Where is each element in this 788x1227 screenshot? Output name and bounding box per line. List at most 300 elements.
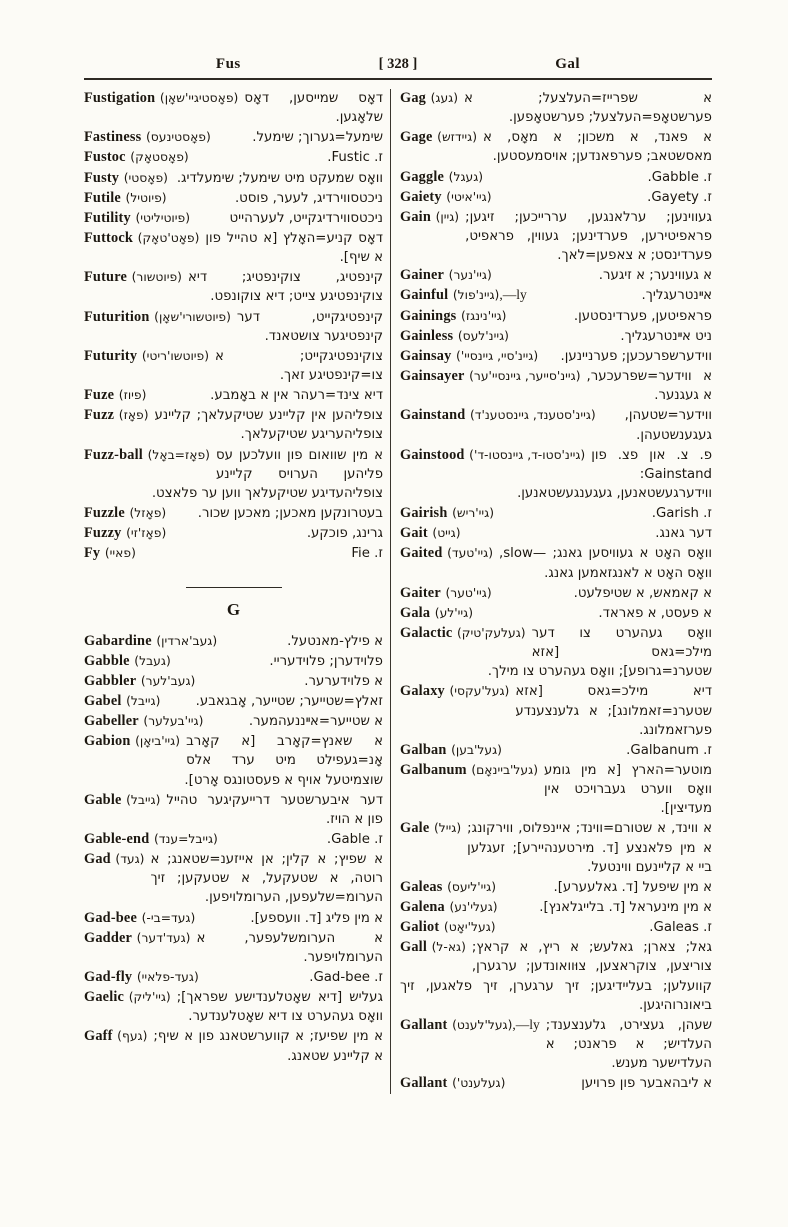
dictionary-entry — [400, 544, 712, 582]
pronunciation: (געד=בי-) — [141, 910, 196, 925]
dictionary-entry — [400, 327, 712, 346]
entry-headword — [84, 712, 209, 731]
definition: ווידערשפרעכען; פערניינען. — [560, 348, 712, 364]
headword-text: Gait — [400, 525, 428, 542]
definition: דאָס שמייסען, דאָס שלאָגען. — [244, 91, 383, 126]
entry-headword — [400, 266, 498, 285]
entry-headword — [400, 89, 464, 108]
pronunciation: (גיידזש) — [437, 130, 478, 145]
headword-text: Fustigation — [84, 90, 156, 106]
definition: ז. Fustic. — [327, 150, 383, 166]
entry-headword — [84, 632, 223, 651]
definition: א מין פליג [ד. וועספע]. — [250, 910, 383, 926]
dictionary-entry — [84, 89, 383, 127]
headword-text: Gairish — [400, 505, 448, 522]
definition: פראפיטען, פערדינסטען. — [573, 308, 712, 324]
definition: א פעסט, א פאראד. — [598, 605, 712, 621]
definition: וואָס שמעקט מיט שימעל; שימעלדיג. — [176, 170, 383, 186]
definition: ניכטסווירדיגקייט, לעערהייט — [229, 210, 383, 226]
pronunciation: (גא-ל) — [431, 940, 466, 955]
pronunciation: (גייבל=ענד) — [153, 832, 218, 846]
entry-headword — [400, 898, 504, 917]
entry-headword — [400, 307, 512, 326]
left-column-f-entries — [84, 89, 383, 564]
left-column — [84, 89, 390, 1094]
definition: א שטייער=אײננעהמער. — [248, 714, 383, 730]
entry-headword — [84, 89, 244, 108]
entry-headword — [84, 148, 195, 167]
pronunciation: (פאָז=באָל) — [147, 447, 210, 462]
entry-headword — [400, 524, 467, 543]
pronunciation: (גיינ'סטענד, גיינסטענ'ד) — [469, 408, 596, 423]
definition: קינפטיגקייט, דער קינפטיגער צושטאנד. — [236, 309, 383, 344]
pronunciation: (גיינ'סטו-ד, גיינסטו-ד') — [469, 447, 586, 462]
headword-text: Fuze — [84, 387, 115, 404]
pronunciation: (געב'לער) — [140, 673, 196, 688]
dictionary-entry — [84, 148, 383, 167]
definition: ווידער=שטעהן, געגענשטעהן. — [624, 408, 712, 443]
entry-headword — [400, 188, 498, 207]
entry-headword — [84, 692, 166, 711]
headword-text: Gage — [400, 129, 433, 146]
headword-text: Gainsay — [400, 347, 452, 364]
headword-text: Gag — [400, 90, 427, 106]
dictionary-entry — [400, 604, 712, 623]
dictionary-entry — [84, 504, 383, 523]
definition: א פילץ-מאנטעל. — [287, 633, 383, 649]
pronunciation: (גיינ'פול) — [452, 288, 500, 303]
headword-text: Gainful — [400, 287, 449, 304]
pronunciation: (פיוטיליטי) — [135, 210, 191, 225]
headword-text: Gabardine — [84, 632, 152, 649]
entry-headword — [84, 672, 201, 691]
definition: קינפטיג, צוקינפטיג; דיא צוקינפטיגע צייט; דיא צוקונפט. — [187, 270, 383, 305]
definition: פ. צ. און פצ. פון Gainstand: ווידערגעשטאנען, געגענגעשטאנען. — [517, 447, 712, 501]
dictionary-entry — [84, 386, 383, 405]
entry-headword — [400, 741, 508, 760]
entry-headword — [84, 347, 215, 366]
headword-text: Gad-bee — [84, 909, 138, 926]
section-divider-rule — [186, 587, 282, 588]
entry-headword — [400, 682, 515, 701]
dictionary-entry — [400, 918, 712, 937]
pronunciation: (גיינ'לעס) — [457, 328, 509, 343]
headword-text: Fuzzle — [84, 505, 125, 522]
entry-headword — [84, 988, 177, 1007]
definition: אײנטרעגליך. — [641, 288, 712, 304]
definition: וואָס געהערט צו דער מילכ=גאס [אזא שטערנ=גרופע]; וואָס געהערט צו מילך. — [487, 625, 712, 680]
headword-text: Gaelic — [84, 989, 125, 1006]
entry-headword — [84, 1027, 153, 1046]
entry-headword — [84, 169, 174, 188]
dictionary-entry — [84, 209, 383, 228]
dictionary-entry — [400, 584, 712, 603]
headword-text: Futile — [84, 189, 121, 206]
pronunciation: (גיי'איטי) — [446, 189, 492, 204]
entry-headword — [84, 909, 201, 928]
definition: מוטער=הארץ [א מין גומע וואָס ווערט געברויכט אין מעדיצין]. — [544, 762, 712, 817]
pronunciation: (גיי'נינגז) — [461, 308, 507, 323]
dictionary-entry — [400, 682, 712, 739]
headword-text: Gaggle — [400, 168, 445, 185]
entry-headword — [84, 929, 196, 948]
pronunciation: (געל'לענט) — [452, 1017, 513, 1032]
entry-headword — [400, 938, 472, 957]
dictionary-entry — [84, 850, 383, 907]
headword-text: Gaff — [84, 1028, 113, 1045]
headword-text: Gable-end — [84, 831, 150, 847]
headword-text: Futurition — [84, 308, 150, 325]
entry-headword — [400, 504, 500, 523]
dictionary-entry — [400, 624, 712, 681]
dictionary-entry — [400, 89, 712, 127]
pronunciation: (פיוטשור) — [131, 270, 182, 285]
dictionary-entry — [400, 168, 712, 187]
entry-headword — [84, 524, 172, 543]
definition: וואָס האָט א געוויסען גאנג; —slow, וואָס האָט א לאנגזאמען גאנג. — [499, 546, 712, 581]
headword-suffix: ,—ly — [499, 287, 527, 303]
pronunciation: (גיי'טעד) — [447, 546, 494, 561]
headword-text: Gabion — [84, 733, 131, 750]
definition: צופליהען אין קליינע שטיקעלאך; קליינע צופליהעריגע שטיקעלאך. — [154, 408, 383, 443]
page-number: [ 328 ] — [378, 56, 418, 72]
headword-text: Galena — [400, 898, 445, 915]
dictionary-entry — [400, 266, 712, 285]
definition: א שפרייז=העלצעל; א פערשטאָפ=העלצעל; פערשטאָפען. — [464, 91, 712, 126]
definition: א ווינד, א שטורם=ווינד; איינפלוס, ווירקונג; א מין פלאנצע [ד. מירטענהיירע]; זעגלען ביי א קליינעם ווינטעל. — [467, 821, 712, 875]
dictionary-entry — [84, 732, 383, 789]
entry-headword — [84, 732, 186, 751]
definition: א מין שפיעז; א קווערשטאנג פון א שיף; א קליינע שטאנג. — [153, 1029, 383, 1064]
headword-text: Fuzz — [84, 407, 115, 424]
definition: שעהן, געצירט, גלענצענד; העלדיש; א פראנט; א העלדישער מענש. — [545, 1017, 712, 1072]
headword-text: Gain — [400, 208, 431, 225]
dictionary-entry — [400, 406, 712, 444]
dictionary-entry — [400, 878, 712, 897]
dictionary-entry — [400, 208, 712, 265]
entry-headword — [84, 189, 173, 208]
definition: דיא מילכ=גאס [אזא שטערנ=זאמלונג]; א גלענצענדע פערזאמלונג. — [515, 684, 712, 738]
definition: גאל; צארן; גאלעש; א ריץ, א קראץ; צוריצען, צוקראצען, צוּוואונדען; ערגערן, קוועלען; בעליידיגען; זיך ערגערן, זיך פלאגען, זיך ביאונרוהיגען. — [400, 940, 712, 1013]
dictionary-entry — [84, 347, 383, 385]
entry-headword — [84, 268, 188, 287]
dictionary-entry — [400, 367, 712, 405]
pronunciation: (פאָט'טאָק) — [137, 231, 200, 246]
entry-headword — [84, 504, 172, 523]
dictionary-entry — [400, 128, 712, 166]
dictionary-entry — [84, 189, 383, 208]
catchword-right: Gal — [555, 56, 581, 72]
definition: ז. Gabble. — [647, 169, 712, 185]
headword-text: Galactic — [400, 624, 453, 641]
dictionary-entry — [400, 446, 712, 503]
entry-headword — [400, 1074, 511, 1093]
definition: א ליבהאבער פון פרויען — [581, 1076, 712, 1092]
entry-headword — [400, 446, 591, 465]
pronunciation: (גיי'בעלער) — [143, 714, 204, 729]
entry-headword — [400, 604, 479, 623]
dictionary-entry — [84, 1027, 383, 1065]
pronunciation: (געבל) — [134, 653, 171, 668]
section-letter: G — [226, 599, 241, 619]
definition: א מין מינעראל [ד. בלייגלאנץ]. — [539, 899, 712, 915]
pronunciation: (געד) — [115, 852, 145, 867]
pronunciation: (גיי'לע) — [434, 605, 474, 620]
entry-headword — [84, 229, 205, 248]
pronunciation: (גיי'ביאָן) — [135, 734, 181, 749]
definition: א שפיץ; א קלין; אן אייזענ=שטאנג; א רוטה, א שטעקעל, א שטעקען; זיך הערומ=שלעפען, הערומלויפען. — [150, 852, 383, 906]
header-rule — [84, 78, 712, 80]
headword-text: Gadder — [84, 929, 133, 946]
definition: א פלוידערער. — [304, 673, 383, 689]
entry-headword — [400, 347, 544, 366]
entry-headword — [84, 386, 152, 405]
dictionary-entry — [84, 672, 383, 691]
entry-headword — [84, 652, 177, 671]
pronunciation: (פאָסטאָק) — [130, 150, 189, 165]
dictionary-entry — [84, 968, 383, 987]
definition: ניכטסווירדיג, לעער, פוסט. — [234, 190, 383, 206]
definition: דאָס קניע=האָלץ [א טהייל פון א שיף]. — [205, 231, 383, 266]
pronunciation: (גייבל) — [126, 792, 161, 807]
entry-headword — [400, 584, 498, 603]
headword-text: Futtock — [84, 230, 134, 247]
pronunciation: (געל'ביינאָם) — [471, 762, 538, 777]
entry-headword — [400, 761, 544, 780]
entry-headword — [84, 308, 237, 327]
headword-text: Gallant — [400, 1075, 448, 1092]
entry-headword — [84, 446, 216, 465]
entry-headword — [400, 168, 489, 187]
dictionary-entry — [84, 929, 383, 967]
pronunciation: (גייל) — [433, 821, 462, 836]
headword-text: Gall — [400, 939, 428, 956]
definition: א פאנד, א משכון; א מאָס, א מאסשטאב; פערפאנדען; אויסמעסטען. — [483, 130, 712, 165]
definition: ז. Fie — [351, 546, 383, 562]
definition: ז. Gayety. — [647, 189, 712, 205]
dictionary-entry — [400, 188, 712, 207]
pronunciation: (גיי'ליק) — [128, 990, 171, 1005]
dictionary-entry — [84, 406, 383, 444]
dictionary-entry — [84, 446, 383, 503]
headword-text: Galeas — [400, 878, 443, 895]
pronunciation: (גיי'ריש) — [452, 506, 495, 521]
pronunciation: (געד'דער) — [136, 930, 191, 945]
right-column — [390, 89, 712, 1094]
headword-text: Futurity — [84, 347, 138, 364]
pronunciation: (פיוטשורי'שאָן) — [154, 309, 231, 324]
headword-text: Gainstand — [400, 407, 466, 424]
definition: א הערומשלעפער, א הערומלויפער. — [196, 930, 383, 965]
definition: א מין שוואום פון וועלכען עס פליהען הערויס קליינע צופליהעדיגע שטיקעלאך ווען ער פלאצט. — [151, 447, 383, 501]
entry-headword — [84, 850, 150, 869]
dictionary-entry — [84, 988, 383, 1026]
dictionary-entry — [400, 741, 712, 760]
pronunciation: (גיינ'סייער, גיינסיי'ער) — [469, 369, 581, 384]
definition: דיא צינד=רעהר אין א באָמבע. — [210, 388, 383, 404]
headword-text: Gainstood — [400, 446, 465, 463]
pronunciation: (גיין) — [435, 209, 460, 224]
entry-headword — [84, 406, 155, 425]
definition: געליש [דיא שאָטלענדישע שפראך]; וואָס געהערט צו דיא שאָטלענדער. — [176, 990, 383, 1025]
dictionary-entry — [400, 761, 712, 818]
pronunciation: (געב'ארדין) — [156, 633, 218, 648]
pronunciation: (געלעק'טיק) — [457, 625, 526, 640]
headword-text: Fy — [84, 545, 101, 562]
definition: ז. Galbanum. — [626, 742, 712, 758]
pronunciation: (גיי'ליעס) — [447, 879, 497, 894]
headword-text: Gaited — [400, 545, 443, 562]
headword-text: Galiot — [400, 919, 440, 936]
pronunciation: (גייבל) — [126, 693, 161, 708]
headword-text: Fuzzy — [84, 525, 122, 542]
dictionary-entry — [84, 652, 383, 671]
dictionary-entry — [84, 128, 383, 147]
definition: א געווינער; א זיגער. — [598, 268, 712, 284]
dictionary-entry — [400, 504, 712, 523]
headword-text: Futility — [84, 209, 131, 226]
pronunciation: (געג) — [430, 91, 459, 105]
headword-text: Gad-fly — [84, 969, 133, 986]
pronunciation: (פיוטשו'ריטי) — [141, 348, 210, 363]
entry-headword — [400, 624, 532, 643]
pronunciation: (פאָסטיגיי'שאָן) — [159, 91, 239, 105]
definition: געווינען; ערלאנגען, עררייכען; זיגען; פראפיטירען, פערדינען; געווין, פראפיט, פערדינסט; א צאפען=לאך. — [465, 209, 712, 264]
section-divider — [84, 582, 383, 620]
pronunciation: (פאָז'זי) — [126, 526, 167, 541]
dictionary-entry — [400, 898, 712, 917]
entry-headword — [400, 286, 533, 305]
headword-text: Galbanum — [400, 761, 467, 778]
page-header — [84, 56, 712, 73]
pronunciation: (געל'עקסי) — [449, 684, 510, 699]
dictionary-entry — [400, 1074, 712, 1093]
headword-text: Gabbler — [84, 672, 137, 689]
headword-text: Gaiter — [400, 584, 441, 601]
headword-text: Gabel — [84, 692, 122, 709]
headword-suffix: ,—ly — [512, 1016, 540, 1032]
pronunciation: (געגל) — [448, 169, 484, 184]
dictionary-entry — [400, 819, 712, 876]
headword-text: Gabeller — [84, 713, 139, 730]
entry-headword — [400, 208, 465, 227]
pronunciation: (גייט) — [432, 526, 461, 541]
headword-text: Galaxy — [400, 683, 445, 700]
definition: ז. Gable. — [326, 832, 383, 847]
headword-text: Future — [84, 269, 128, 286]
definition: א שאנץ=קאָרב [א קאָרב אָנ=געפילט מיט ערד אלס שוצמיטעל אויף א פעסטונגס אָרט]. — [184, 734, 383, 788]
definition: דער גאנג. — [655, 526, 712, 542]
definition: גרינג, פוכקע. — [306, 526, 383, 542]
headword-text: Galban — [400, 741, 447, 758]
definition: ז. Gad-bee. — [309, 970, 383, 986]
entry-headword — [400, 878, 502, 897]
definition: ז. Galeas. — [649, 920, 712, 936]
pronunciation: (געף) — [117, 1029, 148, 1044]
dictionary-entry — [400, 307, 712, 326]
definition: צוקינפטיגקייט; א צו=קינפטיגע זאך. — [215, 348, 383, 384]
definition: דער איבערשטער דרייעקיגער טהייל פון א הויז. — [166, 792, 383, 827]
entry-headword — [84, 791, 166, 810]
dictionary-entry — [84, 229, 383, 267]
pronunciation: (גיינ'סיי, גיינסיי') — [456, 348, 539, 363]
dictionary-entry — [84, 791, 383, 829]
pronunciation: (געלענט') — [452, 1076, 506, 1091]
dictionary-entry — [400, 286, 712, 305]
definition: פלוידערן; פלוידעריי. — [269, 653, 383, 669]
headword-text: Gainings — [400, 307, 457, 324]
headword-text: Gale — [400, 820, 430, 837]
dictionary-entry — [400, 524, 712, 543]
dictionary-entry — [84, 830, 383, 849]
entry-headword — [84, 209, 196, 228]
pronunciation: (פאיי) — [104, 546, 136, 561]
text-columns — [84, 89, 712, 1094]
entry-headword — [400, 1016, 546, 1035]
dictionary-entry — [84, 524, 383, 543]
pronunciation: (געל'יאָט) — [443, 920, 496, 935]
pronunciation: (גיי'טער) — [445, 585, 492, 600]
dictionary-entry — [84, 692, 383, 711]
definition: א ווידער=שפרעכער, א געגנער. — [586, 369, 712, 404]
headword-text: Gala — [400, 604, 431, 621]
headword-text: Gainless — [400, 327, 454, 344]
definition: זאלץ=שטייער; שטייער, אָבגאבע. — [195, 693, 383, 709]
definition: בעטרונקען מאכען; מאכען שכור. — [197, 506, 383, 522]
headword-text: Fuzz-ball — [84, 446, 143, 463]
entry-headword — [400, 406, 602, 425]
headword-text: Fusty — [84, 169, 120, 186]
pronunciation: (געלי'נע) — [449, 899, 498, 914]
pronunciation: (פאָסטינעס) — [145, 130, 211, 145]
entry-headword — [84, 968, 205, 987]
headword-text: Gallant — [400, 1016, 448, 1033]
pronunciation: (פאָזל) — [129, 506, 167, 521]
headword-text: Gable — [84, 791, 122, 808]
pronunciation: (געד-פלאיי) — [136, 970, 199, 985]
dictionary-entry — [84, 544, 383, 563]
entry-headword — [400, 128, 483, 147]
pronunciation: (פיוטיל) — [125, 190, 167, 205]
definition: שימעל=גערוך; שימעל. — [252, 130, 383, 146]
dictionary-entry — [400, 347, 712, 366]
entry-headword — [400, 367, 587, 386]
headword-text: Gabble — [84, 652, 130, 669]
entry-headword — [400, 544, 499, 563]
entry-headword — [400, 327, 515, 346]
headword-text: Gaiety — [400, 188, 442, 205]
dictionary-entry — [400, 938, 712, 1015]
definition: ניט אײנטרעגליך. — [620, 328, 712, 344]
entry-headword — [400, 918, 502, 937]
entry-headword — [84, 128, 217, 147]
dictionary-entry — [84, 632, 383, 651]
headword-text: Gad — [84, 851, 111, 868]
headword-text: Fustoc — [84, 149, 126, 166]
pronunciation: (פאָסטי) — [123, 170, 168, 185]
pronunciation: (פאָז) — [118, 408, 149, 423]
definition: א מין שיפעל [ד. גאלעערע]. — [553, 879, 712, 895]
left-column-g-entries — [84, 632, 383, 1066]
dictionary-entry — [84, 308, 383, 346]
pronunciation: (פיוז) — [118, 388, 147, 403]
right-column-entries — [400, 89, 712, 1093]
catchword-left: Fus — [215, 56, 241, 72]
dictionary-entry — [400, 1016, 712, 1073]
pronunciation: (גיי'נער) — [448, 268, 492, 283]
headword-text: Fastiness — [84, 129, 142, 146]
dictionary-entry — [84, 169, 383, 188]
